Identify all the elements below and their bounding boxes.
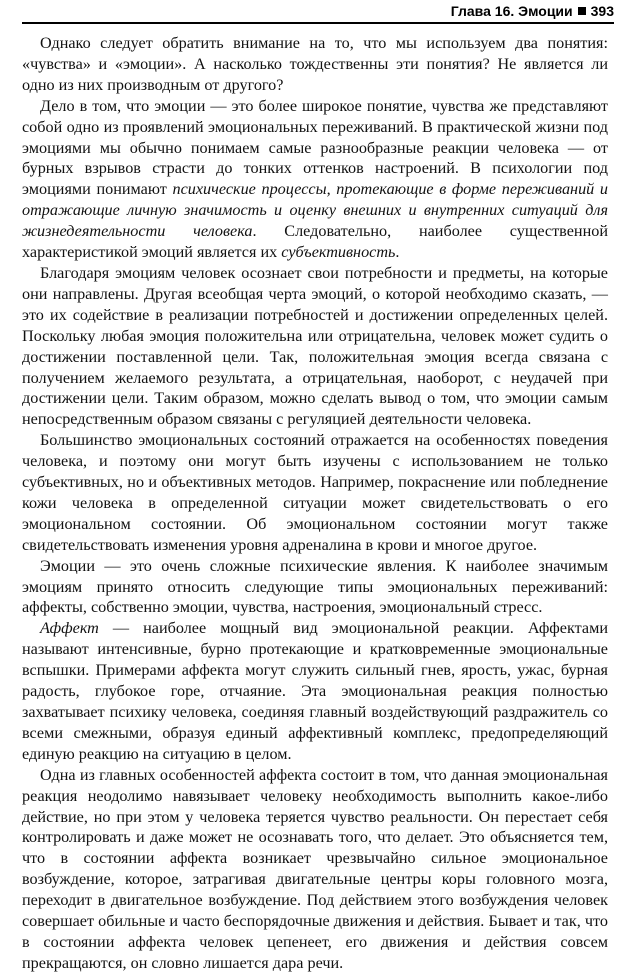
body-text bbox=[22, 33, 608, 974]
square-bullet-icon bbox=[578, 7, 586, 15]
text-run: Благодаря эмоциям человек осознает свои потребности и предметы, на которые они направлены. Другая всеобщая черта эмоций, о которой необходимо сказать, — это их содействие в реализации потребностей и достижении определенных целей. Поскольку любая эмоция положительна или отрицательна, человек может судить о достижении поставленной цели. Так, положительная эмоция всегда связана с получением желаемого результата, а отрицательная, наоборот, с неудачей при достижении цели. Таким образом, можно сделать вывод о том, что эмоции самым непосредственным образом связаны с регуляцией деятельности человека. bbox=[22, 263, 608, 429]
text-run: Эмоции — это очень сложные психические явления. К наиболее значимым эмоциям принято относить следующие типы эмоциональных переживаний: аффекты, собственно эмоции, чувства, настроения, эмоциональный стресс. bbox=[22, 556, 608, 617]
paragraph bbox=[22, 556, 608, 619]
italic-term: субъективность bbox=[281, 243, 396, 262]
text-run: Одна из главных особенностей аффекта состоит в том, что данная эмоциональная реакция неодолимо навязывает человеку необходимость выполнить какое-либо действие, но при этом у человека теряется чувство реальности. Он перестает себя контролировать и даже может не осознавать того, что делает. Это объясняется тем, что в состоянии аффекта возникает чрезвычайно сильное эмоциональное возбуждение, которое, затрагивая двигательные центры коры головного мозга, переходит в двигательное возбуждение. Под действием этого возбуждения человек совершает обильные и часто беспорядочные движения и действия. Бывает и так, что в состоянии аффекта человек цепенеет, его движения и действия совсем прекращаются, он словно лишается дара речи. bbox=[22, 765, 608, 972]
running-header bbox=[22, 0, 614, 24]
paragraph bbox=[22, 765, 608, 974]
page-number: 393 bbox=[590, 3, 614, 19]
text-run: . Следовательно, наиболее существенной характеристикой эмоций является их bbox=[22, 222, 608, 262]
text-run: Однако следует обратить внимание на то, что мы используем два понятия: «чувства» и «эмоции». А насколько тождественны эти понятия? Не является ли одно из них производным от другого? bbox=[22, 34, 608, 94]
paragraph bbox=[22, 33, 608, 96]
text-run: . bbox=[395, 243, 400, 262]
text-run: Большинство эмоциональных состояний отражается на особенностях поведения человека, и поэтому они могут быть изучены с использованием не только субъективных, но и объективных методов. Например, покраснение или побледнение кожи человека в определенной ситуации может свидетельствовать о его эмоциональном состоянии. Об эмоциональном состоянии могут также свидетельствовать изменения уровня адреналина в крови и многое другое. bbox=[22, 431, 608, 554]
text-run: Дело в том, что эмоции — это более широкое понятие, чувства же представляют собой одно из проявлений эмоциональных переживаний. В практической жизни под эмоциями мы обычно понимаем самые разнообразные реакции человека — от бурных взрывов страсти до тонких оттенков настроений. В психологии под эмоциями понимают bbox=[22, 96, 608, 199]
text-run: — наиболее мощный вид эмоциональной реакции. Аффектами называют интенсивные, бурно протекающие и кратковременные эмоциональные вспышки. Примерами аффекта могут служить сильный гнев, ярость, ужас, бурная радость, глубокое горе, отчаяние. Эта эмоциональная реакция полностью захватывает психику человека, соединяя главный воздействующий раздражитель со всеми смежными, образуя единый аффективный комплекс, предопределяющий единую реакцию на ситуацию в целом. bbox=[22, 619, 608, 763]
chapter-title: Глава 16. Эмоции bbox=[450, 3, 573, 19]
italic-term: психические процессы, протекающие в форме переживаний и отражающие личную значимость и оценку внешних и внутренних ситуаций для жизнедеятельности человека bbox=[22, 180, 608, 241]
italic-term: Аффект bbox=[40, 619, 99, 638]
paragraph bbox=[22, 618, 608, 764]
paragraph bbox=[22, 430, 608, 555]
paragraph bbox=[22, 96, 608, 263]
paragraph bbox=[22, 263, 608, 430]
